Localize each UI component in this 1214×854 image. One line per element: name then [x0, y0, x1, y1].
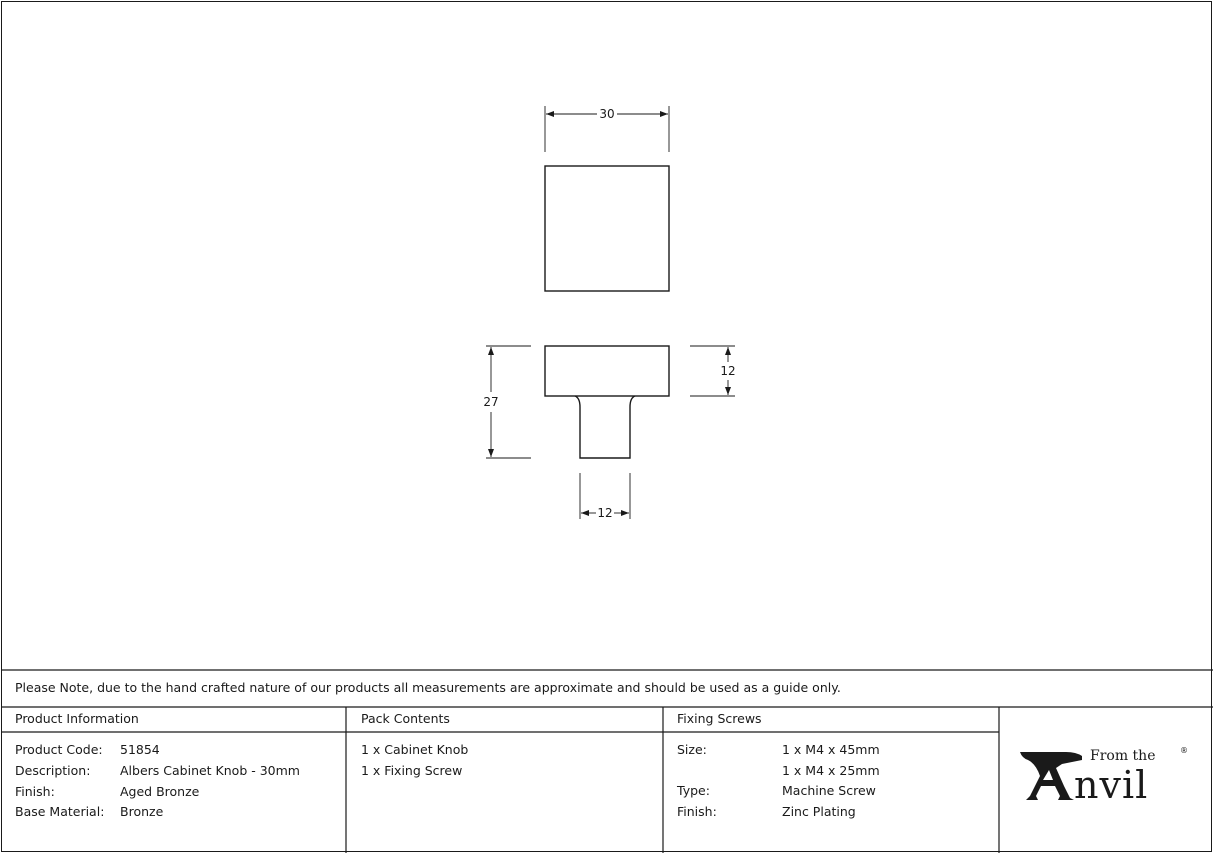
screw-finish-value: Zinc Plating — [782, 804, 856, 819]
pack-item: 1 x Cabinet Knob — [361, 742, 469, 757]
screw-size-value: 1 x M4 x 25mm — [782, 763, 880, 778]
product-code-value: 51854 — [120, 742, 160, 757]
dimension-label-top-width: 30 — [599, 107, 615, 121]
knob-side-view — [545, 346, 669, 458]
screw-type-label: Type: — [677, 783, 710, 798]
product-info-title: Product Information — [15, 711, 139, 726]
pack-item: 1 x Fixing Screw — [361, 763, 463, 778]
finish-label: Finish: — [15, 784, 55, 799]
screw-type-value: Machine Screw — [782, 783, 876, 798]
product-code-label: Product Code: — [15, 742, 103, 757]
description-value: Albers Cabinet Knob - 30mm — [120, 763, 300, 778]
knob-top-view — [545, 166, 669, 291]
dimension-label-stem-width: 12 — [597, 506, 613, 520]
screw-size-label: Size: — [677, 742, 707, 757]
finish-value: Aged Bronze — [120, 784, 200, 799]
base-material-label: Base Material: — [15, 804, 105, 819]
registered-mark: ® — [1180, 746, 1188, 755]
anvil-logo — [1018, 740, 1190, 810]
logo-from-text: From the — [1090, 748, 1156, 764]
fixing-screws-title: Fixing Screws — [677, 711, 762, 726]
base-material-value: Bronze — [120, 804, 164, 819]
screw-size-value: 1 x M4 x 45mm — [782, 742, 880, 757]
dimension-label-head-height: 12 — [720, 364, 736, 378]
description-label: Description: — [15, 763, 91, 778]
pack-contents-title: Pack Contents — [361, 711, 450, 726]
measurement-note: Please Note, due to the hand crafted nature of our products all measurements are approximate and should be used as a guide only. — [15, 680, 841, 695]
logo-brand-text: nvil — [1074, 763, 1149, 807]
dimension-label-overall-height: 27 — [483, 395, 499, 409]
screw-finish-label: Finish: — [677, 804, 717, 819]
